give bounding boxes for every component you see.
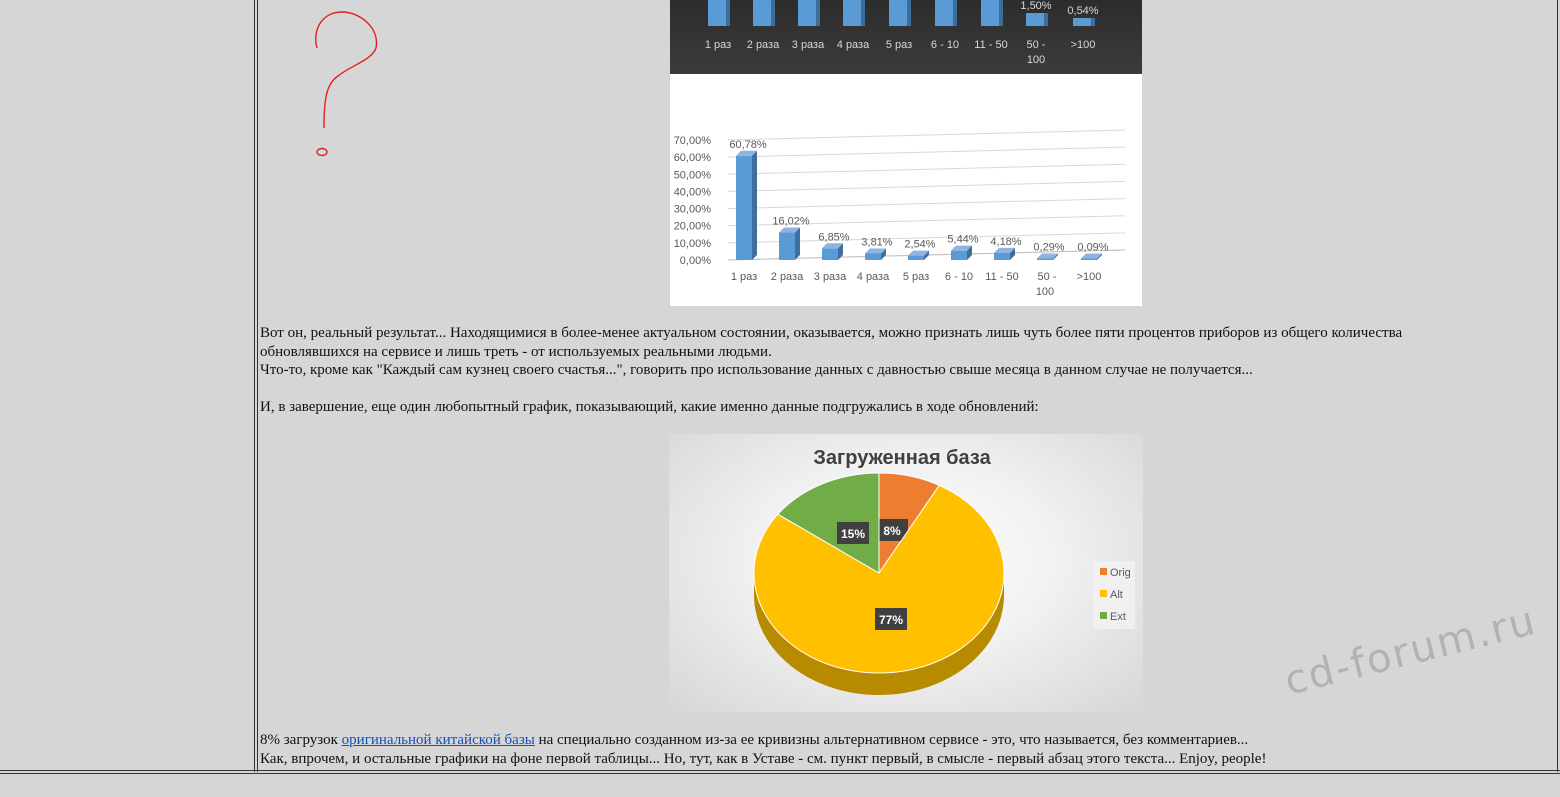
x-tick-label: 4 раза	[856, 271, 890, 283]
data-label: 0,54%	[1067, 5, 1099, 17]
pie-title: Загруженная база	[813, 447, 991, 469]
x-tick-label: 2 раза	[770, 271, 804, 283]
x-tick-label: 2 раза	[746, 39, 780, 51]
data-label: 6,85%	[818, 231, 850, 244]
bar	[994, 253, 1010, 260]
bar-side	[1044, 13, 1048, 26]
gridline	[728, 181, 1125, 191]
paragraph-enjoy: Как, впрочем, и остальные графики на фоне первой таблицы... Но, тут, как в Уставе - см. пункт первый, в смысле - первый абзац этого текста... Enjoy, people!	[260, 751, 1267, 767]
x-tick-label: 5 раз	[885, 39, 913, 51]
bar	[1073, 18, 1091, 26]
bar-side	[816, 0, 820, 26]
gridline	[728, 147, 1125, 157]
data-label: 60,78%	[729, 138, 767, 151]
bar	[935, 0, 953, 26]
y-tick-label: 20,00%	[673, 220, 711, 233]
bar-side	[907, 0, 911, 26]
x-tick-label: 100	[1026, 54, 1046, 66]
conclusion-text-before: 8% загрузок	[260, 732, 342, 748]
bar	[753, 0, 771, 26]
gridline	[728, 164, 1125, 174]
legend-swatch	[1100, 590, 1107, 597]
bar	[843, 0, 861, 26]
data-label: 0,29%	[1033, 241, 1065, 254]
bar	[908, 256, 924, 260]
y-tick-label: 30,00%	[673, 203, 711, 216]
question-mark-drawing	[300, 0, 400, 170]
x-tick-label: 50 -	[1037, 271, 1057, 283]
frame-border-right	[1557, 0, 1558, 772]
bar-side	[752, 151, 757, 260]
bar-side	[861, 0, 865, 26]
bar	[865, 253, 881, 260]
dark-bar-chart	[670, 0, 1142, 74]
paragraph-blacksmith: Что-то, кроме как "Каждый сам кузнец своего счастья...", говорить про использование данных с давностью свыше месяца в данном случае не получается...	[260, 362, 1253, 378]
paragraph-intro-pie: И, в завершение, еще один любопытный график, показывающий, какие именно данные подгружались в ходе обновлений:	[260, 399, 1039, 415]
legend-label: Orig	[1110, 567, 1131, 579]
bar	[798, 0, 816, 26]
frame-border-bottom	[0, 770, 1560, 771]
bar-side	[726, 0, 730, 26]
light-bar-chart	[670, 74, 1142, 306]
pie-chart	[669, 434, 1143, 712]
bar-side	[1091, 18, 1095, 26]
x-tick-label: >100	[1076, 271, 1102, 283]
x-tick-label: 100	[1035, 286, 1055, 298]
bar	[822, 248, 838, 260]
dark-bar-chart-svg	[670, 0, 1142, 74]
x-tick-label: 3 раза	[813, 271, 847, 283]
data-label: 16,02%	[772, 215, 810, 228]
pie-data-label: 15%	[840, 527, 866, 541]
x-tick-label: 1 раз	[730, 271, 758, 283]
watermark: cd-forum.ru	[1280, 597, 1542, 705]
frame-border-left	[254, 0, 255, 772]
bar	[736, 156, 752, 260]
data-label: 4,18%	[990, 235, 1022, 248]
bar	[951, 251, 967, 260]
y-tick-label: 50,00%	[673, 169, 711, 182]
x-tick-label: 6 - 10	[944, 271, 974, 283]
bar-side	[953, 0, 957, 26]
x-tick-label: 1 раз	[704, 39, 732, 51]
x-tick-label: 11 - 50	[974, 39, 1008, 51]
paragraph-result-line2: обновлявшихся на сервисе и лишь треть - от используемых реальными людьми.	[260, 344, 772, 360]
data-label: 1,50%	[1020, 0, 1052, 12]
bar	[981, 0, 999, 26]
data-label: 3,81%	[861, 236, 893, 249]
bar	[1026, 13, 1044, 26]
x-tick-label: >100	[1070, 39, 1096, 51]
frame-border-bottom-inner	[0, 773, 1560, 774]
paragraph-result-line1: Вот он, реальный результат... Находящимися в более-менее актуальном состоянии, оказывается, можно признать лишь чуть более пяти процентов приборов из общего количества	[260, 325, 1403, 341]
legend-label: Ext	[1110, 611, 1126, 623]
light-bar-chart-svg	[670, 74, 1142, 306]
pie-data-label: 77%	[878, 613, 904, 627]
bar	[779, 233, 795, 260]
y-tick-label: 10,00%	[673, 237, 711, 250]
legend-swatch	[1100, 612, 1107, 619]
x-tick-label: 5 раз	[902, 271, 930, 283]
bar	[1081, 259, 1097, 261]
legend-swatch	[1100, 568, 1107, 575]
conclusion-text-after: на специально созданном из-за ее кривизны альтернативном сервисе - это, что называется, без комментариев...	[534, 732, 1249, 748]
frame-border-left-inner	[257, 0, 258, 772]
original-database-link[interactable]: оригинальной китайской базы	[341, 732, 535, 748]
x-tick-label: 6 - 10	[930, 39, 960, 51]
y-tick-label: 40,00%	[673, 186, 711, 199]
x-tick-label: 50 -	[1026, 39, 1046, 51]
data-label: 5,44%	[947, 233, 979, 246]
x-tick-label: 3 раза	[791, 39, 825, 51]
pie-chart-svg	[669, 434, 1143, 712]
pie-data-label: 8%	[883, 524, 901, 538]
bar	[1037, 259, 1053, 261]
bar-side	[771, 0, 775, 26]
paragraph-conclusion	[260, 731, 1248, 749]
x-tick-label: 11 - 50	[985, 271, 1019, 283]
y-tick-label: 60,00%	[673, 152, 711, 165]
bar-side	[999, 0, 1003, 26]
bar	[708, 0, 726, 26]
y-tick-label: 70,00%	[673, 135, 711, 147]
data-label: 2,54%	[904, 238, 936, 251]
gridline	[728, 130, 1125, 140]
x-tick-label: 4 раза	[836, 39, 870, 51]
legend-label: Alt	[1110, 589, 1123, 601]
bar-side	[795, 228, 800, 260]
data-label: 0,09%	[1077, 241, 1109, 254]
y-tick-label: 0,00%	[679, 255, 711, 267]
bar	[889, 0, 907, 26]
gridline	[728, 199, 1125, 209]
